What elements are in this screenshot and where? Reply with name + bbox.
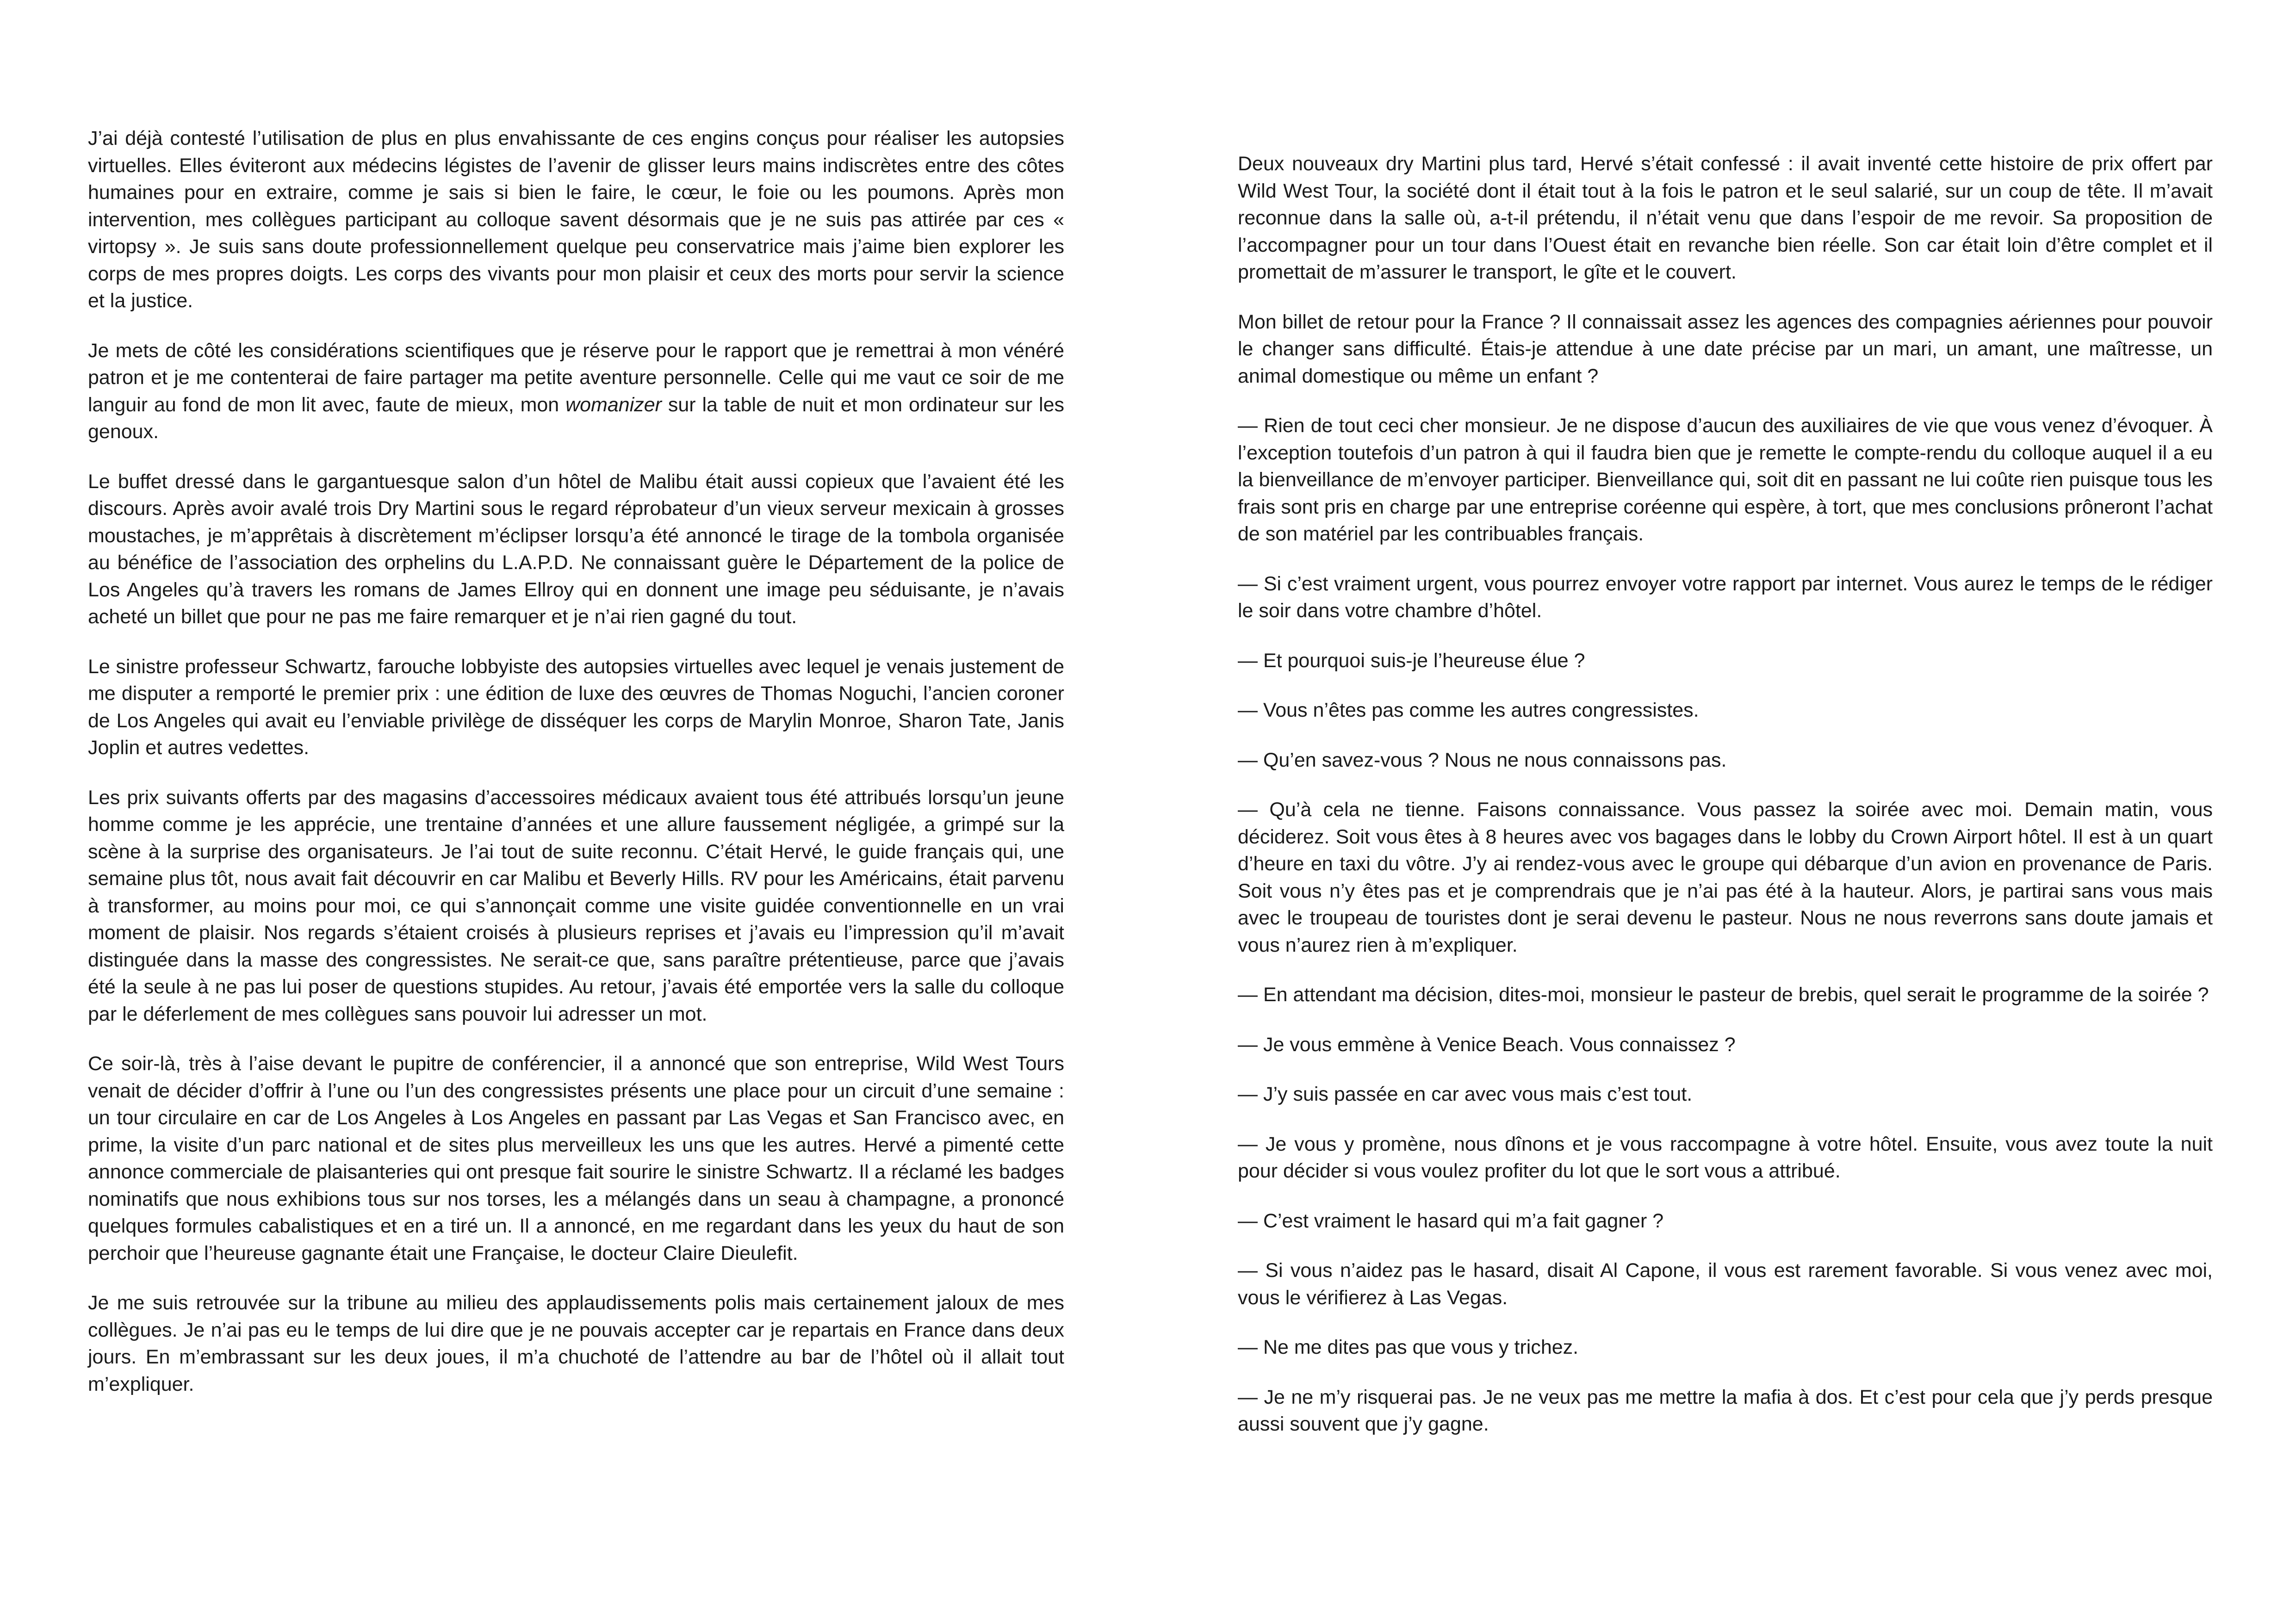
dialogue-paragraph: — Si vous n’aidez pas le hasard, disait Al Capone, il vous est rarement favorable. Si vous venez avec moi, vous le vérifierez à Las Vegas.: [1238, 1259, 2213, 1309]
left-page: [88, 125, 1064, 1420]
dialogue-paragraph: — Qu’en savez-vous ? Nous ne nous connaissons pas.: [1238, 749, 1727, 771]
dialogue-paragraph: — Et pourquoi suis-je l’heureuse élue ?: [1238, 649, 1585, 672]
paragraph: Je me suis retrouvée sur la tribune au milieu des applaudissements polis mais certainement jaloux de mes collègues. Je n’ai pas eu le temps de lui dire que je ne pouvais accepter car je repartais en France dans deux jours. En m’embrassant sur les deux joues, il m’a chuchoté de l’attendre au bar de l’hôtel où il allait tout m’expliquer.: [88, 1292, 1064, 1395]
paragraph: [88, 337, 1064, 446]
right-page: [1238, 150, 2213, 1461]
dialogue-paragraph: — J’y suis passée en car avec vous mais c’est tout.: [1238, 1083, 1693, 1105]
paragraph: Mon billet de retour pour la France ? Il connaissait assez les agences des compagnies aériennes pour pouvoir le changer sans difficulté. Étais-je attendue à une date précise par un mari, un amant, une maîtresse, un animal domestique ou même un enfant ?: [1238, 310, 2213, 387]
emphasized-word: womanizer: [565, 393, 662, 416]
paragraph: Ce soir-là, très à l’aise devant le pupitre de conférencier, il a annoncé que son entreprise, Wild West Tours venait de décider d’offrir à l’une ou l’un des congressistes présents une place pour un circuit d’une semaine : un tour circulaire en car de Los Angeles à Los Angeles en passant par Las Vegas et San Francisco avec, en prime, la visite d’un parc national et de sites plus merveilleux les uns que les autres. Hervé a pimenté cette annonce commerciale de plaisanteries qui ont presque fait sourire le sinistre Schwartz. Il a réclamé les badges nominatifs que nous exhibions tous sur nos torses, les a mélangés dans un seau à champagne, a prononcé quelques formules cabalistiques et en a tiré un. Il a annoncé, en me regardant dans les yeux du haut de son perchoir que l’heureuse gagnante était une Française, le docteur Claire Dieulefit.: [88, 1053, 1064, 1264]
dialogue-paragraph: — C’est vraiment le hasard qui m’a fait gagner ?: [1238, 1209, 1664, 1232]
paragraph: Le sinistre professeur Schwartz, farouche lobbyiste des autopsies virtuelles avec lequel je venais justement de me disputer a remporté le premier prix : une édition de luxe des œuvres de Thomas Noguchi, l’ancien coroner de Los Angeles qui avait eu l’enviable privilège de disséquer les corps de Marylin Monroe, Sharon Tate, Janis Joplin et autres vedettes.: [88, 655, 1064, 759]
dialogue-paragraph: — Je vous y promène, nous dînons et je vous raccompagne à votre hôtel. Ensuite, vous avez toute la nuit pour décider si vous voulez profiter du lot que le sort vous a attribué.: [1238, 1133, 2213, 1182]
paragraph: J’ai déjà contesté l’utilisation de plus en plus envahissante de ces engins conçus pour réaliser les autopsies virtuelles. Elles éviteront aux médecins légistes de l’avenir de glisser leurs mains indiscrètes entre des côtes humaines pour en extraire, comme je sais si bien le faire, le cœur, le foie ou les poumons. Après mon intervention, mes collègues participant au colloque savent désormais que je ne suis pas attirée par ces « virtopsy ». Je suis sans doute professionnellement quelque peu conservatrice mais j’aime bien explorer les corps de mes propres doigts. Les corps des vivants pour mon plaisir et ceux des morts pour servir la science et la justice.: [88, 127, 1064, 312]
dialogue-paragraph: — Vous n’êtes pas comme les autres congressistes.: [1238, 699, 1699, 721]
dialogue-paragraph: — En attendant ma décision, dites-moi, monsieur le pasteur de brebis, quel serait le programme de la soirée ?: [1238, 984, 2209, 1006]
dialogue-paragraph: — Je ne m’y risquerai pas. Je ne veux pas me mettre la mafia à dos. Et c’est pour cela que j’y perds presque aussi souvent que j’y gagne.: [1238, 1386, 2213, 1435]
dialogue-paragraph: — Si c’est vraiment urgent, vous pourrez envoyer votre rapport par internet. Vous aurez le temps de le rédiger le soir dans votre chambre d’hôtel.: [1238, 572, 2213, 622]
paragraph: Les prix suivants offerts par des magasins d’accessoires médicaux avaient tous été attribués lorsqu’un jeune homme comme je les apprécie, une trentaine d’années et une allure faussement négligée, a grimpé sur la scène à la surprise des organisateurs. Je l’ai tout de suite reconnu. C’était Hervé, le guide français qui, une semaine plus tôt, nous avait fait découvrir en car Malibu et Beverly Hills. RV pour les Américains, était parvenu à transformer, au moins pour moi, ce qui s’annonçait comme une visite guidée conventionnelle en un vrai moment de plaisir. Nos regards s’étaient croisés à plusieurs reprises et j’avais eu l’impression qu’il m’avait distinguée dans la masse des congressistes. Ne serait-ce que, sans paraître prétentieuse, parce que j’avais été la seule à ne pas lui poser de questions stupides. Au retour, j’avais été emportée vers la salle du colloque par le déferlement de mes collègues sans pouvoir lui adresser un mot.: [88, 786, 1064, 1025]
paragraph-text: Je mets de côté les considérations scientifiques que je réserve pour le rapport que je remettrai à mon vénéré patron et je me contenterai de faire partager ma petite aventure personnelle. Celle qui me vaut ce soir de me languir au fond de mon lit avec, faute de mieux, mon: [88, 339, 1064, 416]
dialogue-paragraph: — Rien de tout ceci cher monsieur. Je ne dispose d’aucun des auxiliaires de vie que vous venez d’évoquer. À l’exception toutefois d’un patron à qui il faudra bien que je remette le compte-rendu du colloque auquel il a eu la bienveillance de m’envoyer participer. Bienveillance qui, soit dit en passant ne lui coûte rien puisque tous les frais sont pris en charge par une entreprise coréenne qui espère, à tort, que mes conclusions prôneront l’achat de son matériel par les contribuables français.: [1238, 415, 2213, 545]
dialogue-paragraph: — Ne me dites pas que vous y trichez.: [1238, 1336, 1579, 1358]
dialogue-paragraph: — Je vous emmène à Venice Beach. Vous connaissez ?: [1238, 1033, 1736, 1056]
paragraph: Deux nouveaux dry Martini plus tard, Hervé s’était confessé : il avait inventé cette histoire de prix offert par Wild West Tour, la société dont il était tout à la fois le patron et le seul salarié, sur un coup de tête. Il m’avait reconnue dans la salle où, a-t-il prétendu, il n’était venu que dans l’espoir de me revoir. Sa proposition de l’accompagner pour un tour dans l’Ouest était en revanche bien réelle. Son car était loin d’être complet et il promettait de m’assurer le transport, le gîte et le couvert.: [1238, 153, 2213, 283]
paragraph-text: sur la table de nuit et mon ordinateur sur les genoux.: [88, 393, 1064, 443]
dialogue-paragraph: — Qu’à cela ne tienne. Faisons connaissance. Vous passez la soirée avec moi. Demain matin, vous déciderez. Soit vous êtes à 8 heures avec vos bagages dans le lobby du Crown Airport hôtel. Il est à un quart d’heure en taxi du vôtre. J’y ai rendez-vous avec le groupe qui débarque d’un avion en provenance de Paris. Soit vous n’y êtes pas et je comprendrais que je n’ai pas été à la hauteur. Alors, je partirai sans vous mais avec le troupeau de touristes dont je serai devenu le pasteur. Nous ne nous reverrons sans doute jamais et vous n’aurez rien à m’expliquer.: [1238, 799, 2213, 956]
paragraph: Le buffet dressé dans le gargantuesque salon d’un hôtel de Malibu était aussi copieux que l’avaient été les discours. Après avoir avalé trois Dry Martini sous le regard réprobateur d’un vieux serveur mexicain à grosses moustaches, je m’apprêtais à discrètement m’éclipser lorsqu’a été annoncé le tirage de la tombola organisée au bénéfice de l’association des orphelins du L.A.P.D. Ne connaissant guère le Département de la police de Los Angeles qu’à travers les romans de James Ellroy qui en donnent une image peu séduisante, je n’avais acheté un billet que pour ne pas me faire remarquer et je n’ai rien gagné du tout.: [88, 470, 1064, 628]
